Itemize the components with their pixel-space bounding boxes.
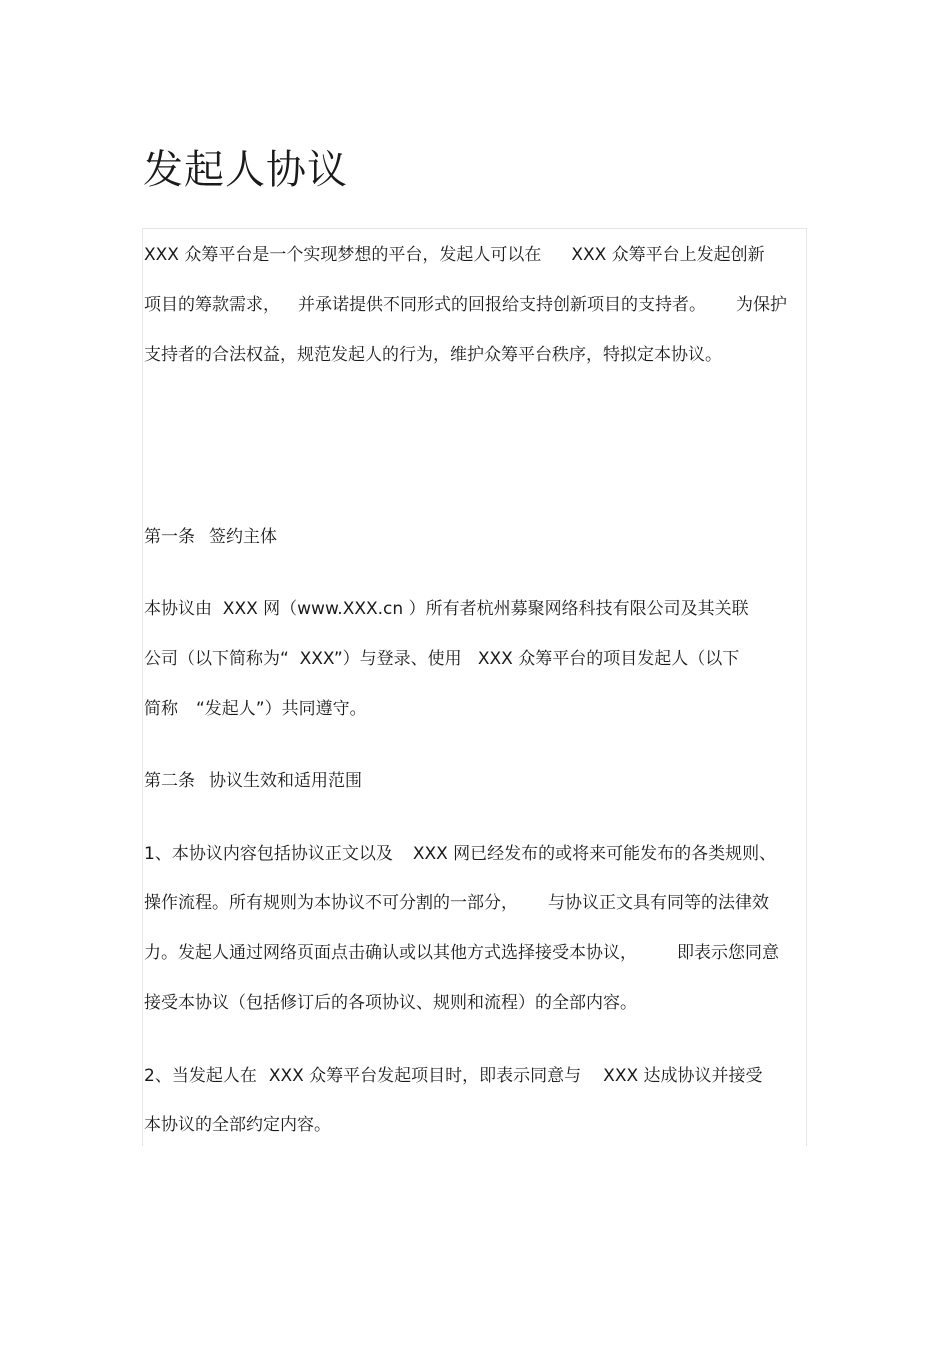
clause-text: XXX 网已经发布的或将来可能发布的各类规则、 bbox=[412, 844, 777, 864]
intro-text: 支持者的合法权益，规范发起人的行为，维护众筹平台秩序，特拟定本协议。 bbox=[144, 345, 722, 365]
intro-text: XXX 众筹平台上发起创新 bbox=[571, 245, 765, 265]
article-title: 签约主体 bbox=[209, 527, 277, 547]
page-title: 发起人协议 bbox=[143, 147, 348, 193]
intro-text: 为保护 bbox=[736, 295, 787, 315]
article-title: 协议生效和适用范围 bbox=[209, 771, 362, 791]
clause-text: 力。发起人通过网络页面点击确认或以其他方式选择接受本协议， bbox=[144, 943, 637, 963]
clause-text: 2、当发起人在 bbox=[144, 1066, 257, 1086]
clause-2-line-2: 本协议的全部约定内容。 bbox=[144, 1115, 331, 1135]
clause-text: XXX 众筹平台发起项目时，即表示同意与 bbox=[268, 1066, 582, 1086]
clause-1-line-4: 接受本协议（包括修订后的各项协议、规则和流程）的全部内容。 bbox=[144, 993, 637, 1013]
clause-2-line-1 bbox=[144, 1064, 763, 1088]
clause-text: 操作流程。所有规则为本协议不可分割的一部分， bbox=[144, 893, 518, 913]
article-1-line-2: 公司（以下简称为“ XXX”）与登录、使用 XXX 众筹平台的项目发起人（以下 bbox=[144, 649, 740, 669]
intro-line-2 bbox=[144, 293, 787, 317]
article-2-heading bbox=[144, 769, 362, 793]
article-text: “发起人”）共同遵守。 bbox=[196, 699, 367, 719]
article-1-line-1: 本协议由 XXX 网（www.XXX.cn ）所有者杭州募聚网络科技有限公司及其关联 bbox=[144, 599, 749, 619]
clause-text: 1、本协议内容包括协议正文以及 bbox=[144, 844, 393, 864]
intro-text: 并承诺提供不同形式的回报给支持创新项目的支持者。 bbox=[298, 295, 706, 315]
clause-1-line-2 bbox=[144, 891, 769, 915]
clause-text: XXX 达成协议并接受 bbox=[603, 1066, 763, 1086]
article-number: 第二条 bbox=[144, 771, 195, 791]
article-1-line-3 bbox=[144, 697, 367, 721]
clause-text: 即表示您同意 bbox=[677, 943, 779, 963]
intro-text: XXX 众筹平台是一个实现梦想的平台，发起人可以在 bbox=[144, 245, 542, 265]
intro-text: 项目的筹款需求， bbox=[144, 295, 280, 315]
article-text: 简称 bbox=[144, 699, 178, 719]
clause-1-line-3 bbox=[144, 941, 779, 965]
clause-1-line-1 bbox=[144, 842, 776, 866]
intro-line-3 bbox=[144, 343, 722, 367]
intro-line-1 bbox=[144, 243, 765, 267]
article-number: 第一条 bbox=[144, 527, 195, 547]
clause-text: 与协议正文具有同等的法律效 bbox=[548, 893, 769, 913]
article-1-heading bbox=[144, 525, 277, 549]
